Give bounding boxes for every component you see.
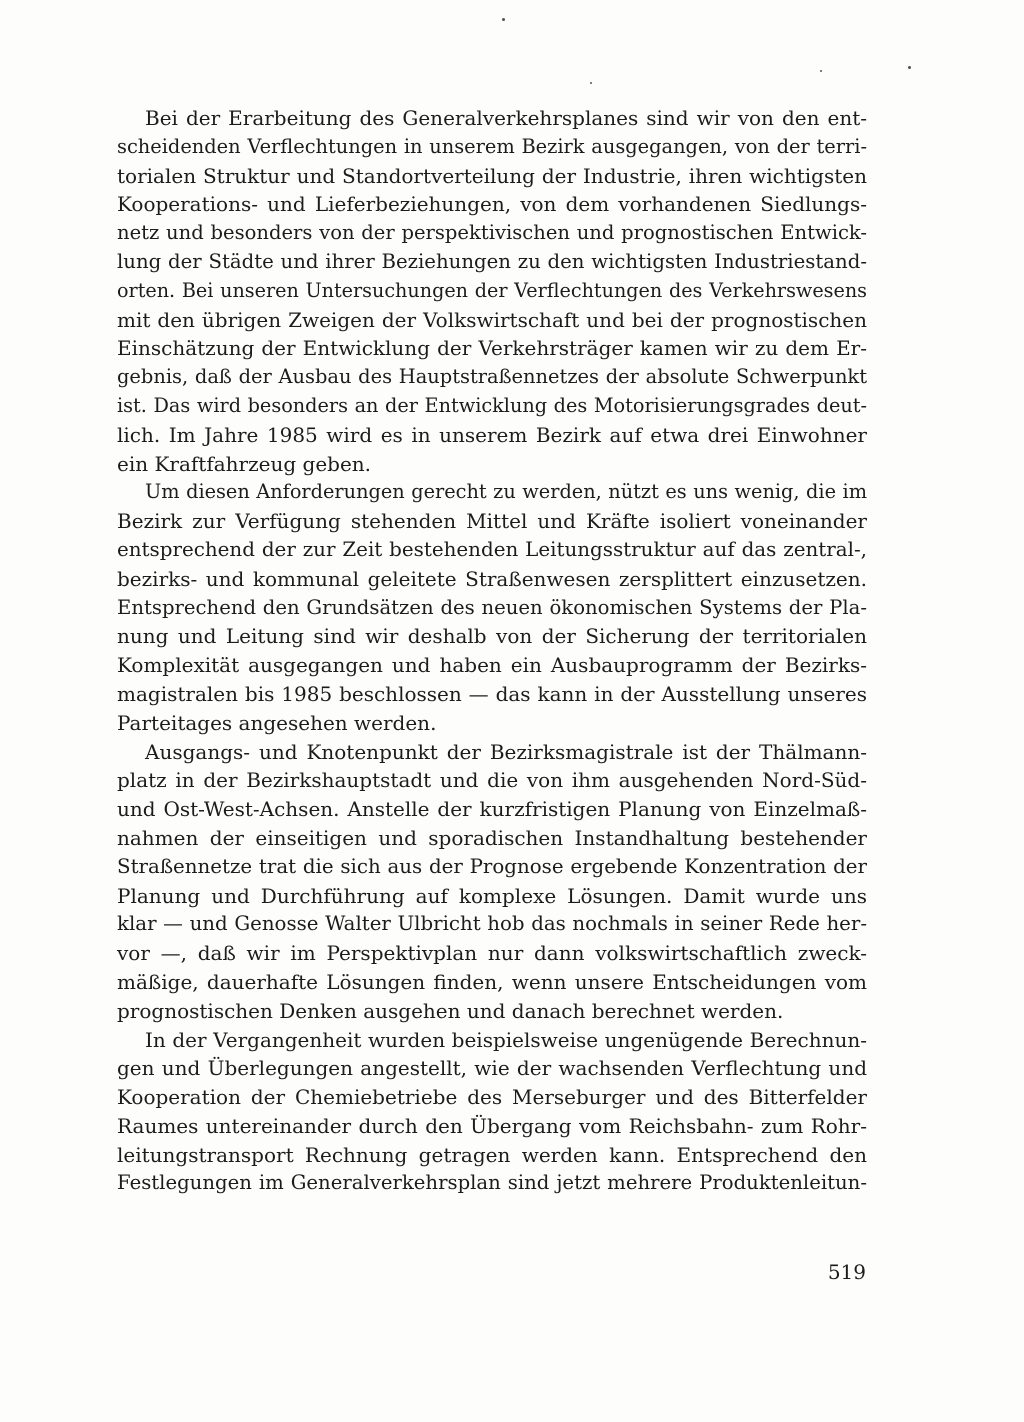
text-line: Entsprechend den Grundsätzen des neuen ökonomischen Systems der Pla- xyxy=(117,595,867,619)
paragraph xyxy=(117,738,867,1026)
text-line: Planung und Durchführung auf komplexe Lösungen. Damit wurde uns xyxy=(117,883,867,908)
text-line: lich. Im Jahre 1985 wird es in unserem Bezirk auf etwa drei Einwohner xyxy=(117,422,867,447)
text-line: lung der Städte und ihrer Beziehungen zu den wichtigsten Industriestand- xyxy=(117,249,867,273)
text-line: Um diesen Anforderungen gerecht zu werden, nützt es uns wenig, die im xyxy=(145,480,867,504)
paragraph xyxy=(117,104,867,478)
text-line: ein Kraftfahrzeug geben. xyxy=(117,451,372,476)
text-line: Raumes untereinander durch den Übergang vom Reichsbahn- zum Rohr- xyxy=(117,1113,867,1138)
text-line: netz und besonders von der perspektivischen und prognostischen Entwick- xyxy=(117,221,867,245)
text-line: scheidenden Verflechtungen in unserem Bezirk ausgegangen, von der terri- xyxy=(117,134,867,158)
scan-speck xyxy=(820,70,822,72)
text-line: und Ost-West-Achsen. Anstelle der kurzfristigen Planung von Einzelmaß- xyxy=(117,797,867,822)
text-line: Straßennetze trat die sich aus der Prognose ergebende Konzentration der xyxy=(117,854,867,878)
text-line: mit den übrigen Zweigen der Volkswirtschaft und bei der prognostischen xyxy=(117,307,867,332)
text-line: Festlegungen im Generalverkehrsplan sind jetzt mehrere Produktenleitun- xyxy=(117,1171,867,1195)
text-line: magistralen bis 1985 beschlossen — das kann in der Ausstellung unseres xyxy=(117,681,867,706)
text-line: Komplexität ausgegangen und haben ein Ausbauprogramm der Bezirks- xyxy=(117,653,867,678)
paragraph xyxy=(117,1026,867,1199)
text-line: gebnis, daß der Ausbau des Hauptstraßennetzes der absolute Schwerpunkt xyxy=(117,365,867,389)
text-line: Bezirk zur Verfügung stehenden Mittel und Kräfte isoliert voneinander xyxy=(117,509,867,534)
text-line: bezirks- und kommunal geleitete Straßenwesen zersplittert einzusetzen. xyxy=(117,566,867,591)
text-line: Ausgangs- und Knotenpunkt der Bezirksmagistrale ist der Thälmann- xyxy=(145,739,867,764)
text-line: gen und Überlegungen angestellt, wie der wachsenden Verflechtung und xyxy=(117,1056,867,1081)
text-line: platz in der Bezirkshauptstadt und die von ihm ausgehenden Nord-Süd- xyxy=(117,768,867,793)
text-line: mäßige, dauerhafte Lösungen finden, wenn unsere Entscheidungen vom xyxy=(117,969,867,994)
text-line: ist. Das wird besonders an der Entwicklung des Motorisierungsgrades deut- xyxy=(117,393,867,417)
text-line: Bei der Erarbeitung des Generalverkehrsplanes sind wir von den ent- xyxy=(145,106,867,130)
text-line: Kooperation der Chemiebetriebe des Merseburger und des Bitterfelder xyxy=(117,1085,867,1110)
text-line: torialen Struktur und Standortverteilung der Industrie, ihren wichtigsten xyxy=(117,163,867,188)
text-line: prognostischen Denken ausgehen und danach berechnet werden. xyxy=(117,998,784,1023)
scan-speck xyxy=(590,82,592,84)
text-line: nahmen der einseitigen und sporadischen Instandhaltung bestehender xyxy=(117,825,867,850)
text-line: nung und Leitung sind wir deshalb von der Sicherung der territorialen xyxy=(117,624,867,649)
paragraph xyxy=(117,478,867,737)
text-line: klar — und Genosse Walter Ulbricht hob das nochmals in seiner Rede her- xyxy=(117,912,867,936)
scan-speck xyxy=(502,18,505,21)
text-line: vor —, daß wir im Perspektivplan nur dann volkswirtschaftlich zweck- xyxy=(117,941,867,966)
body-text xyxy=(117,104,867,1198)
text-line: Kooperations- und Lieferbeziehungen, von dem vorhandenen Siedlungs- xyxy=(117,192,867,217)
scan-speck xyxy=(908,66,911,69)
text-line: orten. Bei unseren Untersuchungen der Verflechtungen des Verkehrswesens xyxy=(117,278,867,302)
text-line: entsprechend der zur Zeit bestehenden Leitungsstruktur auf das zentral-, xyxy=(117,537,867,561)
page-number: 519 xyxy=(827,1260,866,1284)
text-line: leitungstransport Rechnung getragen werden kann. Entsprechend den xyxy=(117,1142,867,1167)
text-line: Parteitages angesehen werden. xyxy=(117,710,437,735)
text-line: Einschätzung der Entwicklung der Verkehrsträger kamen wir zu dem Er- xyxy=(117,336,867,361)
text-line: In der Vergangenheit wurden beispielsweise ungenügende Berechnun- xyxy=(145,1027,867,1052)
